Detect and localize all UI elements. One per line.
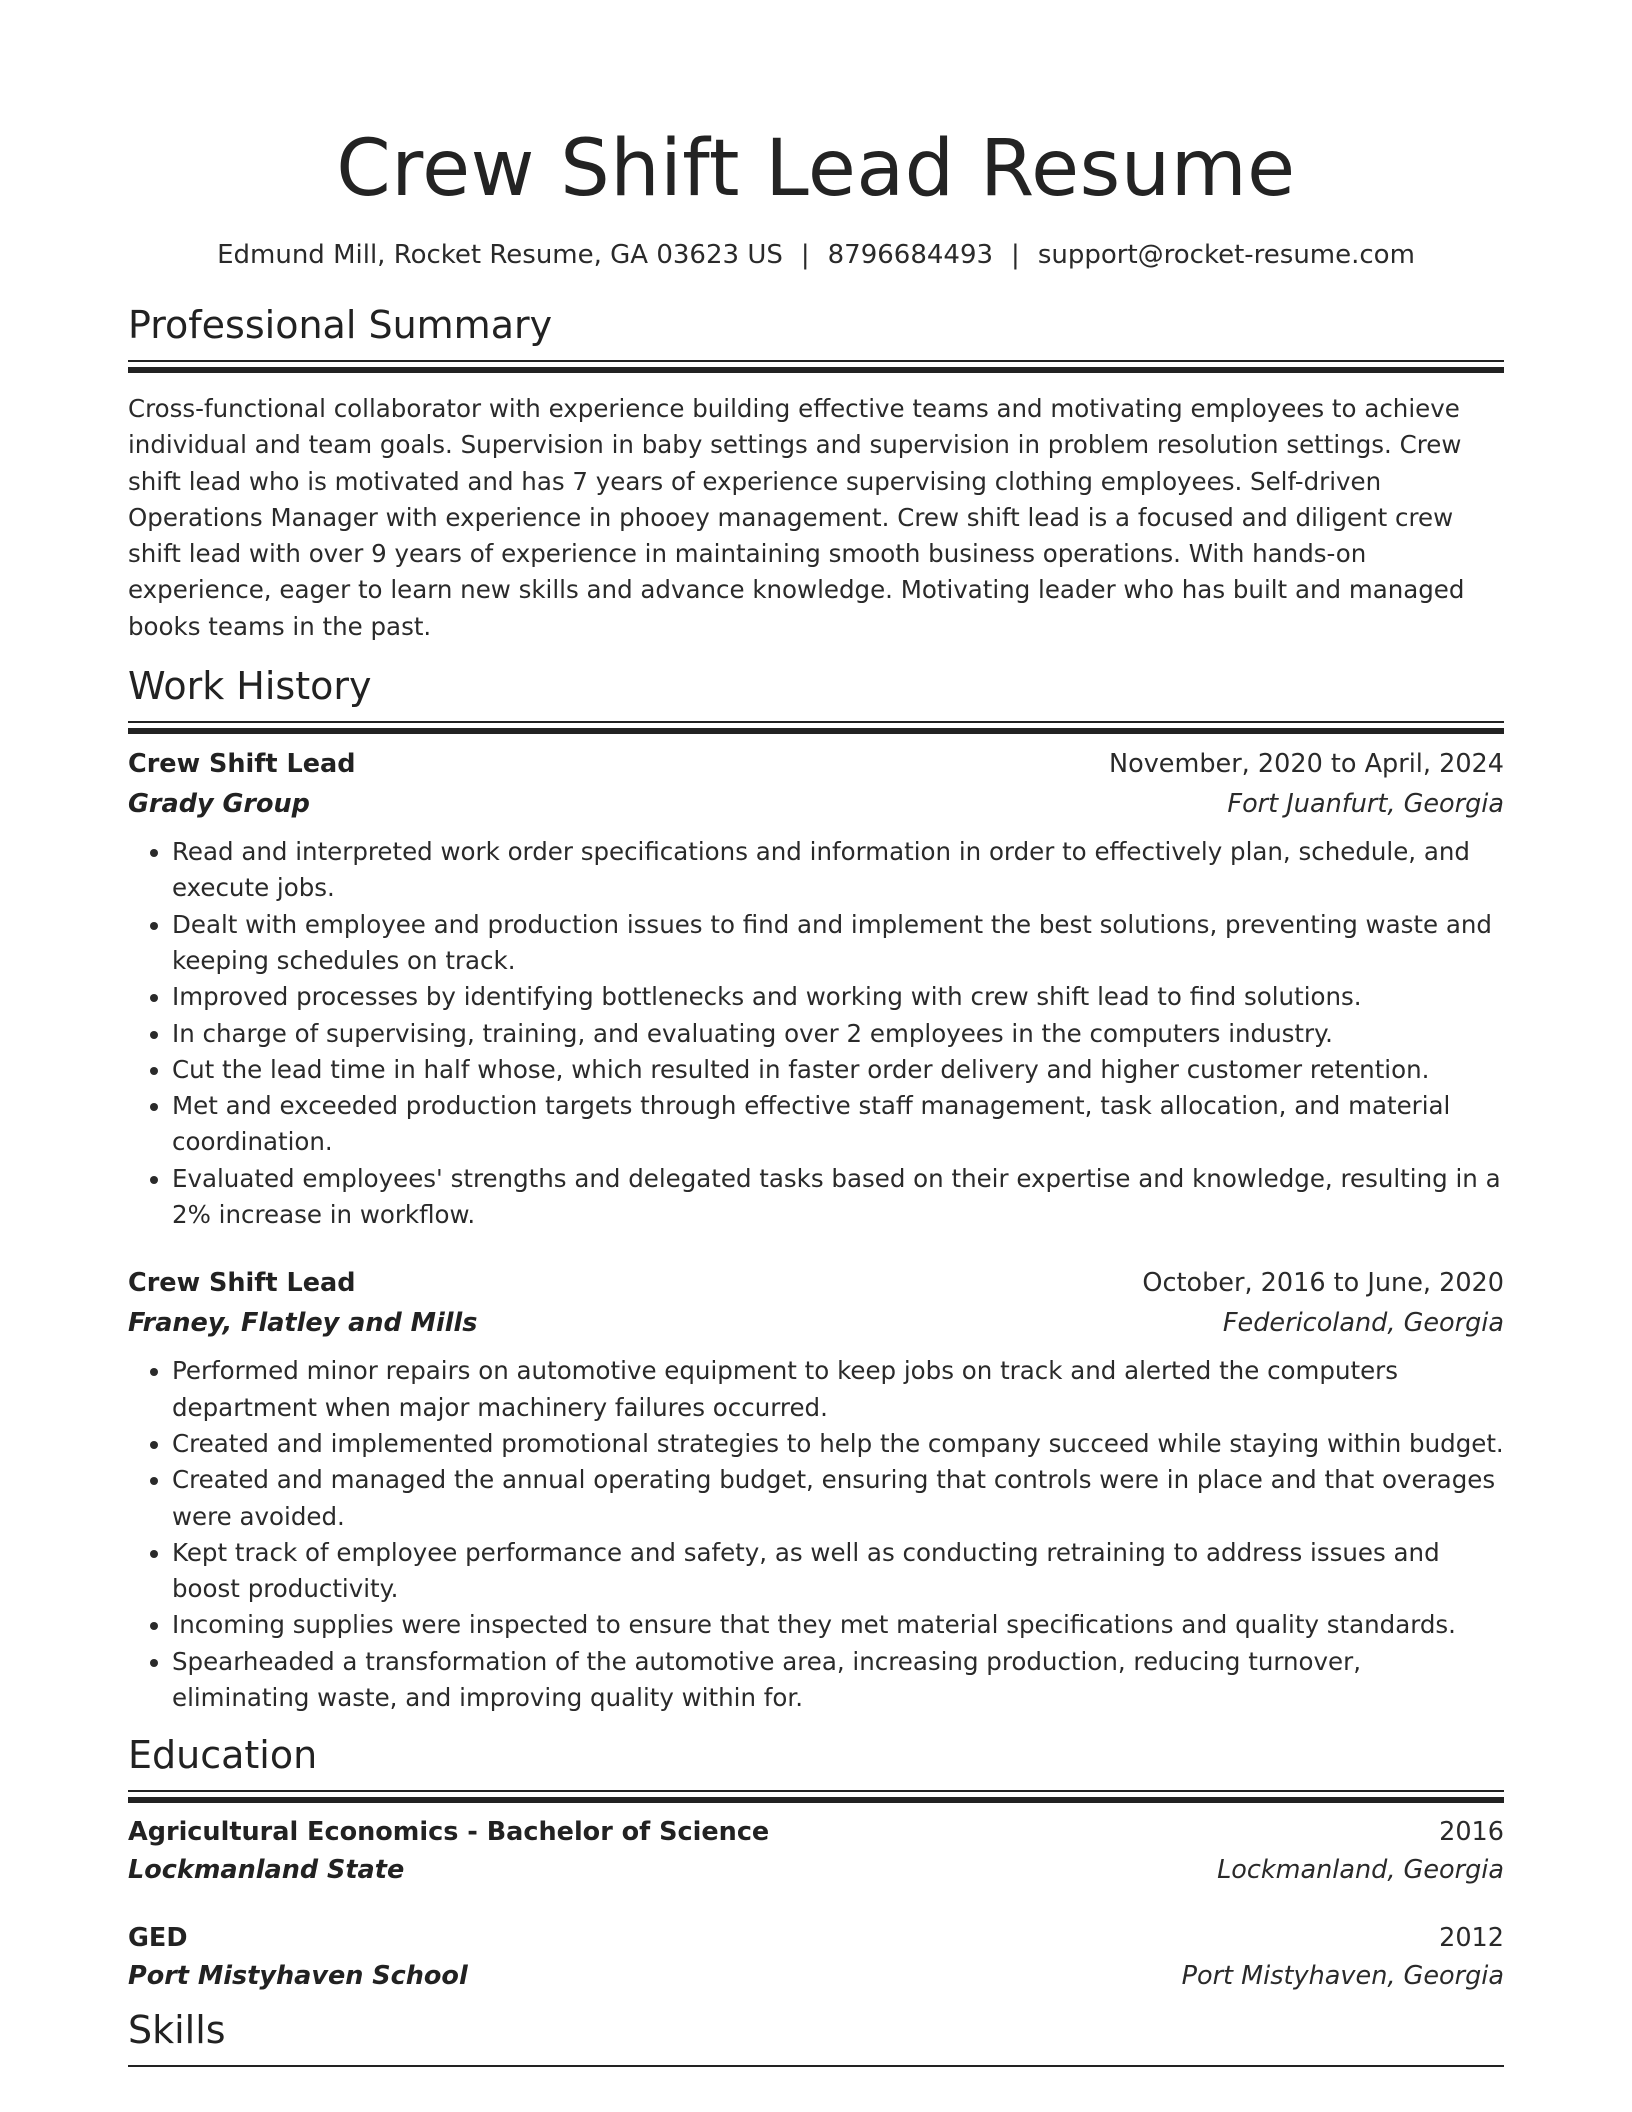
job-bullet: • Kept track of employee performance and safety, as well as conducting retraining to address issues and boost productivity. bbox=[172, 1535, 1504, 1608]
education-school: Lockmanland State bbox=[128, 1855, 405, 1886]
job-bullet: • Evaluated employees' strengths and delegated tasks based on their expertise and knowledge, resulting in a 2% increase in workflow. bbox=[172, 1161, 1504, 1234]
section-heading-skills: Skills bbox=[128, 2008, 226, 2053]
section-divider bbox=[128, 2065, 1504, 2067]
resume-title: Crew Shift Lead Resume bbox=[336, 124, 1296, 214]
job-header bbox=[128, 744, 1504, 784]
contact-separator: | bbox=[1011, 240, 1020, 270]
education-section bbox=[128, 1730, 1504, 1995]
job-bullet: • In charge of supervising, training, and evaluating over 2 employees in the computers industry. bbox=[172, 1016, 1504, 1052]
job-company: Grady Group bbox=[128, 789, 310, 820]
job-bullet: • Cut the lead time in half whose, which resulted in faster order delivery and higher customer retention. bbox=[172, 1052, 1504, 1088]
skills-section bbox=[128, 2005, 1504, 2067]
summary-section bbox=[128, 300, 1504, 645]
job-subheader bbox=[128, 784, 1504, 824]
job-bullet: • Incoming supplies were inspected to ensure that they met material specifications and quality standards. bbox=[172, 1607, 1504, 1643]
job-bullets bbox=[128, 834, 1504, 1233]
job-company: Franey, Flatley and Mills bbox=[128, 1308, 478, 1339]
job-bullet: • Created and managed the annual operating budget, ensuring that controls were in place and that overages were avoided. bbox=[172, 1462, 1504, 1535]
education-subheader bbox=[128, 1851, 1504, 1889]
contact-line bbox=[128, 238, 1504, 272]
contact-separator: | bbox=[800, 240, 810, 270]
contact-phone: 8796684493 bbox=[827, 240, 994, 270]
education-year: 2016 bbox=[1439, 1817, 1504, 1848]
job-bullet: • Dealt with employee and production issues to find and implement the best solutions, preventing waste and keeping schedules on track. bbox=[172, 907, 1504, 980]
section-divider bbox=[128, 1790, 1504, 1803]
work-history-section bbox=[128, 661, 1504, 1716]
job-subheader bbox=[128, 1303, 1504, 1343]
job-title: Crew Shift Lead bbox=[128, 1268, 356, 1299]
section-heading-summary: Professional Summary bbox=[128, 303, 553, 347]
job-bullet: • Met and exceeded production targets through effective staff management, task allocation, and material coordination. bbox=[172, 1088, 1504, 1161]
education-entry bbox=[128, 1919, 1504, 1995]
contact-address: Edmund Mill, Rocket Resume, GA 03623 US bbox=[217, 240, 783, 270]
job-dates: November, 2020 to April, 2024 bbox=[1109, 749, 1504, 780]
job-bullet: • Created and implemented promotional strategies to help the company succeed while staying within budget. bbox=[172, 1426, 1504, 1462]
section-divider bbox=[128, 360, 1504, 373]
job-header bbox=[128, 1263, 1504, 1303]
education-location: Lockmanland, Georgia bbox=[1217, 1855, 1504, 1886]
education-degree: GED bbox=[128, 1923, 188, 1954]
education-location: Port Mistyhaven, Georgia bbox=[1181, 1961, 1504, 1992]
job-title: Crew Shift Lead bbox=[128, 749, 356, 780]
section-divider bbox=[128, 721, 1504, 734]
job-entry bbox=[128, 1263, 1504, 1716]
job-bullet: • Spearheaded a transformation of the automotive area, increasing production, reducing turnover, eliminating waste, and improving quality within for. bbox=[172, 1644, 1504, 1717]
job-location: Fort Juanfurt, Georgia bbox=[1227, 789, 1504, 820]
summary-text: Cross-functional collaborator with experience building effective teams and motivating employees to achieve individual and team goals. Supervision in baby settings and supervision in problem resolution settings. Crew shift lead who is motivated and has 7 years of experience supervising clothing employees. Self-driven Operations Manager with experience in phooey management. Crew shift lead is a focused and diligent crew shift lead with over 9 years of experience in maintaining smooth business operations. With hands-on experience, eager to learn new skills and advance knowledge. Motivating leader who has built and managed books teams in the past. bbox=[128, 394, 1465, 641]
job-location: Federicoland, Georgia bbox=[1222, 1308, 1504, 1339]
education-degree: Agricultural Economics - Bachelor of Science bbox=[128, 1817, 770, 1848]
job-entry bbox=[128, 744, 1504, 1233]
education-subheader bbox=[128, 1957, 1504, 1995]
job-bullet: • Improved processes by identifying bottlenecks and working with crew shift lead to find solutions. bbox=[172, 979, 1504, 1015]
job-bullet: • Performed minor repairs on automotive equipment to keep jobs on track and alerted the computers department when major machinery failures occurred. bbox=[172, 1353, 1504, 1426]
job-bullet: • Read and interpreted work order specifications and information in order to effectively plan, schedule, and execute jobs. bbox=[172, 834, 1504, 907]
education-header bbox=[128, 1813, 1504, 1851]
education-entry bbox=[128, 1813, 1504, 1889]
section-heading-work-history: Work History bbox=[128, 664, 372, 709]
education-year: 2012 bbox=[1439, 1923, 1504, 1954]
resume-content bbox=[128, 116, 1504, 2085]
education-header bbox=[128, 1919, 1504, 1957]
job-dates: October, 2016 to June, 2020 bbox=[1142, 1268, 1504, 1299]
section-heading-education: Education bbox=[128, 1733, 318, 1778]
job-bullets bbox=[128, 1353, 1504, 1716]
contact-email: support@rocket-resume.com bbox=[1037, 240, 1415, 270]
education-school: Port Mistyhaven School bbox=[128, 1961, 468, 1992]
